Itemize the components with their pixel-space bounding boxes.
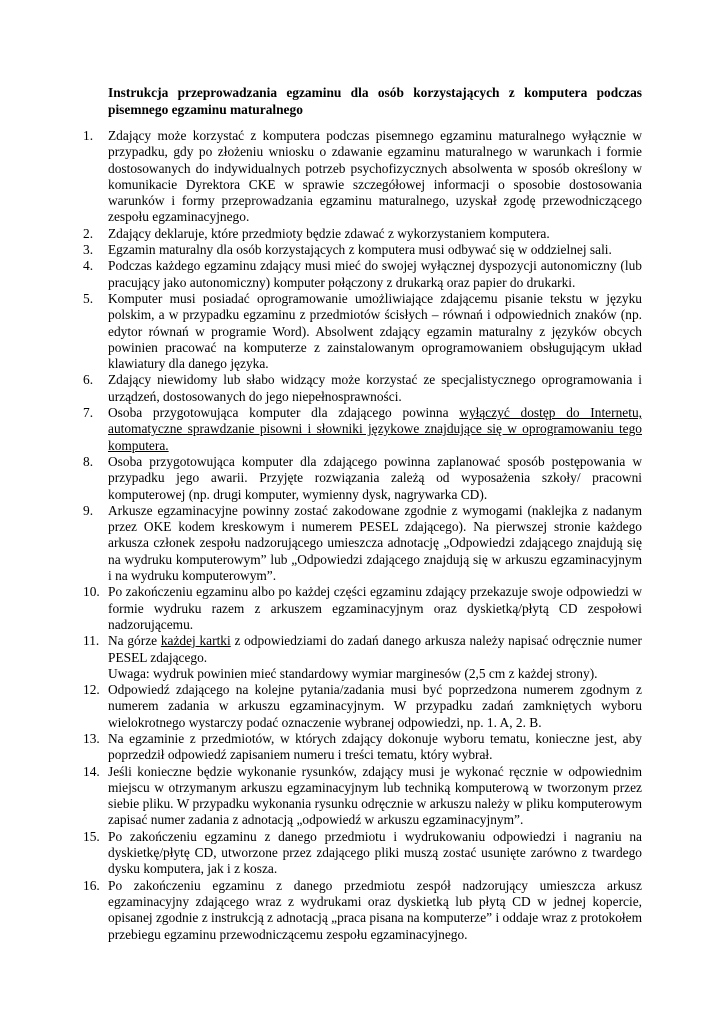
- item-text: Odpowiedź zdającego na kolejne pytania/zadania musi być poprzedzona numerem zgodnym z numerem zadania w arkuszu egzaminacyjnym. W przypadku zadań zamkniętych wyboru wielokrotnego wystarczy podać oznaczenie wybranej odpowiedzi, np. 1. A, 2. B.: [108, 682, 642, 730]
- item-number: 15.: [83, 828, 100, 844]
- item-number: 3.: [83, 242, 94, 258]
- item-text-continued: z odpowiedziami do zadań danego arkusza należy napisać odręcznie numer PESEL zdającego.: [108, 633, 642, 665]
- item-text: Osoba przygotowująca komputer dla zdającego powinna: [108, 405, 460, 421]
- item-text: Zdający niewidomy lub słabo widzący może korzystać ze specjalistycznego oprogramowania i urządzeń, dostosowanych do jego niepełnosprawności.: [108, 372, 642, 404]
- item-number: 14.: [83, 763, 100, 779]
- document-title: Instrukcja przeprowadzania egzaminu dla osób korzystających z komputera podczas pisemnego egzaminu maturalnego: [108, 85, 642, 117]
- item-text: Po zakończeniu egzaminu z danego przedmiotu zespół nadzorujący umieszcza arkusz egzaminacyjny zdającego wraz z wydrukami oraz dyskietką lub płytą CD w jednej kopercie, opisanej zgodnie z instrukcją z adnotacją „praca pisana na komputerze” i oddaje wraz z protokołem przebiegu egzaminu przewodniczącemu zespołu egzaminacyjnego.: [108, 877, 642, 942]
- list-item: [83, 291, 642, 372]
- list-item: [83, 128, 642, 226]
- item-text: Komputer musi posiadać oprogramowanie umożliwiające zdającemu pisanie tekstu w języku polskim, a w przypadku egzaminu z przedmiotów ścisłych – równań i odpowiednich znaków (np. edytor równań w programie Word). Absolwent zdający egzamin maturalny z języków obcych powinien pracować na komputerze z zainstalowanym oprogramowaniem obsługującym układ klawiatury dla danego języka.: [108, 290, 642, 372]
- underlined-text: wyłączyć dostęp do Internetu, automatyczne sprawdzanie pisowni i słowniki językowe znajdujące się w oprogramowaniu tego komputera.: [108, 405, 642, 453]
- list-item: [83, 633, 642, 682]
- list-item: [83, 731, 642, 764]
- item-number: 12.: [83, 682, 100, 698]
- item-text: Na górze: [108, 633, 161, 649]
- margin-note: Uwaga: wydruk powinien mieć standardowy wymiar marginesów (2,5 cm z każdej strony).: [108, 665, 598, 681]
- item-number: 4.: [83, 258, 94, 274]
- item-text: Arkusze egzaminacyjne powinny zostać zakodowane zgodnie z wymogami (naklejka z nadanym przez OKE kodem kreskowym i numerem PESEL zdającego). Na pierwszej stronie każdego arkusza członek zespołu nadzorującego umieszcza adnotację „Odpowiedzi zdającego znajdują się na wydruku komputerowym” lub „Odpowiedzi zdającego znajdują się w arkuszu egzaminacyjnym i na wydruku komputerowym”.: [108, 502, 642, 584]
- list-item: [83, 503, 642, 584]
- underlined-text: każdej kartki: [160, 633, 231, 649]
- item-text: Podczas każdego egzaminu zdający musi mieć do swojej wyłącznej dyspozycji autonomiczny (lub pracujący jako autonomiczny) komputer połączony z drukarką oraz papier do drukarki.: [108, 258, 642, 290]
- item-number: 10.: [83, 584, 100, 600]
- item-number: 11.: [83, 633, 100, 649]
- list-item: [83, 226, 642, 242]
- instruction-list: [83, 128, 642, 943]
- item-number: 7.: [83, 405, 94, 421]
- list-item: [83, 878, 642, 943]
- item-text: Jeśli konieczne będzie wykonanie rysunków, zdający musi je wykonać ręcznie w odpowiednim miejscu w otrzymanym arkuszu egzaminacyjnym lub techniką komputerową w tworzonym przez siebie pliku. W przypadku wykonania rysunku odręcznie w arkuszu należy w pliku komputerowym zapisać numer zadania z adnotacją „odpowiedź w arkuszu egzaminacyjnym”.: [108, 763, 642, 828]
- item-text: Na egzaminie z przedmiotów, w których zdający dokonuje wyboru tematu, konieczne jest, aby poprzedził odpowiedź zapisaniem numeru i treści tematu, który wybrał.: [108, 730, 642, 763]
- item-number: 16.: [83, 877, 100, 893]
- list-item: [83, 454, 642, 503]
- item-number: 1.: [83, 128, 94, 143]
- item-text: Po zakończeniu egzaminu albo po każdej części egzaminu zdający przekazuje swoje odpowiedzi w formie wydruku razem z arkuszem egzaminacyjnym oraz dyskietką/płytą CD zespołowi nadzorującemu.: [108, 584, 642, 632]
- list-item: [83, 682, 642, 731]
- item-text: Osoba przygotowująca komputer dla zdającego powinna zaplanować sposób postępowania w przypadku jego awarii. Przyjęte rozwiązania zależą od wyposażenia szkoły/ pracowni komputerowej (np. drugi komputer, wymienny dysk, nagrywarka CD).: [108, 453, 642, 502]
- item-number: 9.: [83, 502, 94, 518]
- item-number: 5.: [83, 290, 94, 306]
- item-text: Po zakończeniu egzaminu z danego przedmiotu i wydrukowaniu odpowiedzi i nagraniu na dyskietkę/płytę CD, utworzone przez zdającego pliki muszą zostać usunięte zarówno z twardego dysku komputera, jak i z kosza.: [108, 828, 642, 877]
- item-text: Zdający deklaruje, które przedmioty będzie zdawać z wykorzystaniem komputera.: [108, 225, 550, 241]
- item-text: Zdający może korzystać z komputera podczas pisemnego egzaminu maturalnego wyłącznie w przypadku, gdy po złożeniu wniosku o zdawanie egzaminu maturalnego w warunkach i formie dostosowanych do indywidualnych potrzeb psychofizycznych absolwenta w sposób określony w komunikacie Dyrektora CKE w sprawie szczegółowej informacji o sposobie dostosowania warunków i formy przeprowadzania egzaminu maturalnego, uzyskał zgodę przewodniczącego zespołu egzaminacyjnego.: [108, 128, 642, 225]
- item-number: 8.: [83, 453, 94, 469]
- list-item: [83, 764, 642, 829]
- list-item: [83, 829, 642, 878]
- item-number: 13.: [83, 730, 100, 746]
- item-number: 2.: [83, 225, 94, 241]
- list-item: [83, 584, 642, 633]
- list-item: [83, 258, 642, 291]
- list-item: [83, 372, 642, 405]
- list-item: [83, 405, 642, 454]
- item-text: Egzamin maturalny dla osób korzystających z komputera musi odbywać się w oddzielnej sali.: [108, 242, 612, 258]
- item-number: 6.: [83, 372, 94, 388]
- list-item: [83, 242, 642, 258]
